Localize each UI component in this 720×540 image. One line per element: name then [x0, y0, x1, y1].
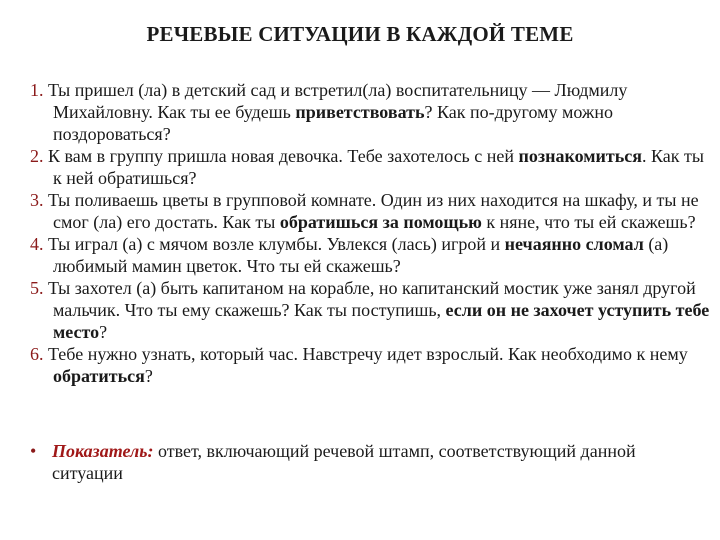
indicator-note: [30, 440, 710, 484]
item-keyword: нечаянно сломал: [504, 234, 644, 254]
item-keyword: если он не захочет уступить тебе место: [53, 300, 710, 342]
item-text: ?: [99, 322, 108, 342]
item-text: ?: [144, 366, 153, 386]
situation-item-6: [30, 343, 710, 387]
item-text: ? Как по-другому можно поздороваться?: [53, 102, 614, 144]
item-text: . Как ты к ней обратишься?: [53, 146, 704, 188]
item-number: 5.: [30, 278, 44, 298]
situation-item-1: [30, 79, 710, 145]
item-number: 3.: [30, 190, 44, 210]
item-number: 4.: [30, 234, 44, 254]
item-text: Ты захотел (а) быть капитаном на корабле, но капитанский мостик уже занял другой мальчик. Что ты ему скажешь? Как ты поступишь,: [43, 278, 696, 320]
item-number: 6.: [30, 344, 44, 364]
item-text: Ты поливаешь цветы в групповой комнате. Один из них находится на шкафу, и ты не смог (ла) его достать. Как ты: [43, 190, 699, 232]
item-text: Ты пришел (ла) в детский сад и встретил(ла) воспитательницу — Людмилу Михайловну. Как ты ее будешь: [43, 80, 628, 122]
item-text: Тебе нужно узнать, который час. Навстречу идет взрослый. Как необходимо к нему: [43, 344, 688, 364]
item-text: (а) любимый мамин цветок. Что ты ей скажешь?: [53, 234, 669, 276]
bullet-icon: •: [30, 441, 37, 461]
situation-item-3: [30, 189, 710, 233]
item-text: Ты играл (а) с мячом возле клумбы. Увлекся (лась) игрой и: [43, 234, 505, 254]
item-keyword: обратишься за помощью: [279, 212, 482, 232]
situation-item-4: [30, 233, 710, 277]
item-text: К вам в группу пришла новая девочка. Тебе захотелось с ней: [43, 146, 519, 166]
situation-list: [30, 79, 710, 387]
situation-item-2: [30, 145, 710, 189]
item-number: 1.: [30, 80, 44, 100]
slide-title: РЕЧЕВЫЕ СИТУАЦИИ В КАЖДОЙ ТЕМЕ: [146, 22, 574, 46]
item-text: к няне, что ты ей скажешь?: [481, 212, 696, 232]
item-keyword: познакомиться: [518, 146, 643, 166]
indicator-label: Показатель:: [52, 441, 154, 461]
item-number: 2.: [30, 146, 44, 166]
indicator-text: ответ, включающий речевой штамп, соответствующий данной ситуации: [52, 441, 636, 483]
item-keyword: приветствовать: [295, 102, 425, 122]
item-keyword: обратиться: [53, 366, 145, 386]
situation-item-5: [30, 277, 710, 343]
